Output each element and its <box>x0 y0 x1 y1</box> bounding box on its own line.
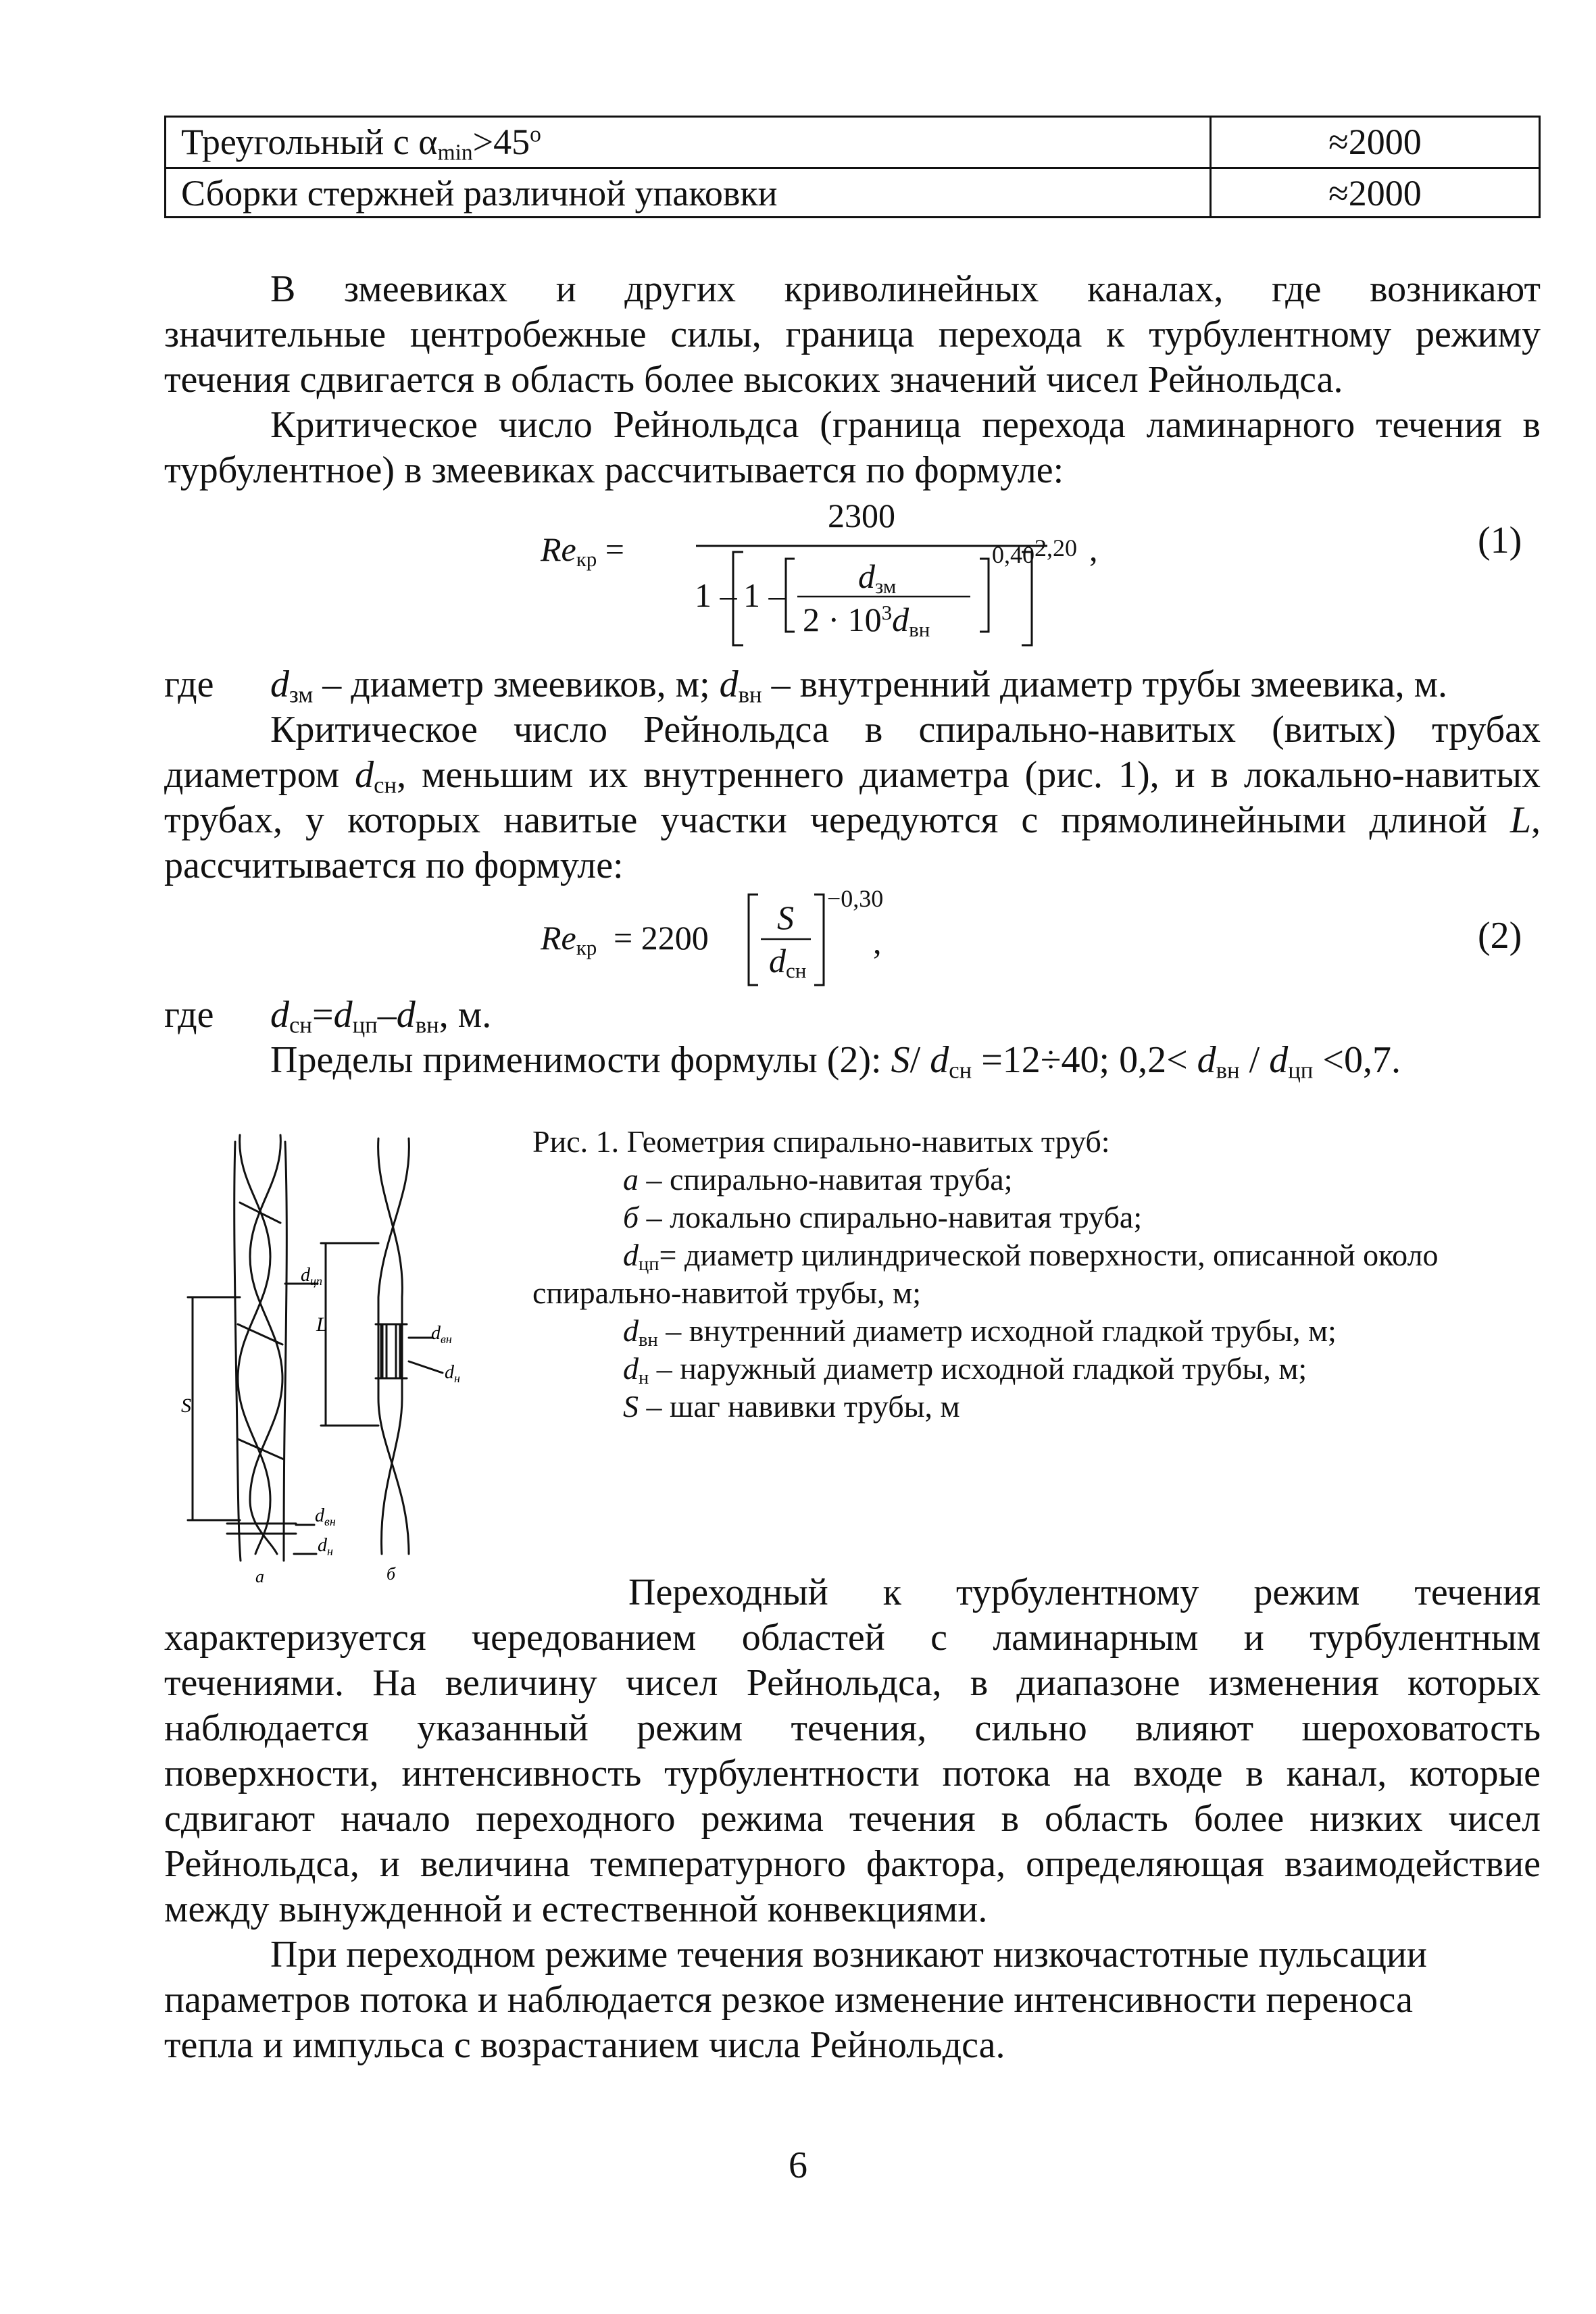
paragraph-line: Критическое число Рейнольдса в спирально-навитых (витых) трубах <box>270 709 1541 751</box>
figure-caption-title: Рис. 1. Геометрия спирально-навитых труб: <box>532 1124 1110 1159</box>
paragraph-line: диаметром $d_{сн}$, меньшим их внутреннего диаметра (рис. 1), и в локально-навитых <box>164 754 1541 799</box>
paragraph-line: течения сдвигается в область более высоких значений чисел Рейнольдса. <box>164 359 1343 401</box>
formula-numerator: 2300 <box>828 497 895 534</box>
spiral-tube-figure <box>176 1122 534 1588</box>
label-dn-b: $d_н$ <box>445 1362 460 1385</box>
where-definition: $d_{сн}=d_{цп}-d_{вн}$, м. <box>270 994 492 1038</box>
paragraph-line: течениями. На величину чисел Рейнольдса, в диапазоне изменения которых <box>164 1662 1541 1704</box>
figure-caption-item: $d_н$ – наружный диаметр исходной гладкой трубы, м; <box>623 1351 1307 1389</box>
paragraph-line: значительные центробежные силы, граница перехода к турбулентному режиму <box>164 313 1541 355</box>
table-row <box>166 118 1539 169</box>
figure-caption-item: а – спирально-навитая труба; <box>623 1162 1013 1197</box>
figure-caption-item: S – шаг навивки трубы, м <box>623 1389 960 1424</box>
paragraph-line: между вынужденной и естественной конвекциями. <box>164 1888 988 1930</box>
label-b: б <box>386 1564 396 1584</box>
label-dcp: $d_{цп}$ <box>301 1265 322 1288</box>
paragraph-line: сдвигают начало переходного режима течения в область более низких чисел <box>164 1798 1541 1840</box>
label-a: а <box>255 1567 264 1586</box>
where-definition: $d_{зм}$ – диаметр змеевиков, м; $d_{вн}$ – внутренний диаметр трубы змеевика, м. <box>270 663 1448 708</box>
table <box>164 116 1541 218</box>
label-dn-a: $d_н$ <box>318 1535 333 1558</box>
formula-lhs: $Re_{кр}$ <box>541 919 597 959</box>
applicability-limits: Пределы применимости формулы (2): S/ $d_{сн} =12\div 40$; $0,2< d_{вн} / d_{цп} <0,7$. <box>270 1039 1401 1084</box>
paragraph-line: параметров потока и наблюдается резкое изменение интенсивности переноса <box>164 1979 1413 2021</box>
formula-numerator: S <box>777 899 794 936</box>
formula-comma: , <box>873 923 882 961</box>
paragraph-line: В змеевиках и других криволинейных каналах, где возникают <box>270 268 1541 310</box>
formula-inner-denominator: $2 \cdot 10^3d_{вн}$ <box>803 600 930 641</box>
figure-caption-item: б – локально спирально-навитая труба; <box>623 1200 1143 1234</box>
table-row <box>166 169 1539 218</box>
paragraph-line: тепла и импульса с возрастанием числа Рейнольдса. <box>164 2024 1005 2066</box>
formula-comma: , <box>1089 530 1098 568</box>
formula-1 <box>541 497 1216 659</box>
formula-one-outer: 1 – <box>695 576 737 614</box>
formula-exp-outer: 2,20 <box>1034 534 1077 561</box>
formula-one-inner: 1 – <box>743 576 786 614</box>
table-cell-name: Треугольный с $\alpha_{min}>45^o$ <box>181 122 541 166</box>
formula-exp-inner: 0,40 <box>992 541 1034 568</box>
label-S: S <box>181 1394 191 1417</box>
figure-caption-item: $d_{вн}$ – внутренний диаметр исходной гладкой трубы, м; <box>623 1313 1337 1351</box>
paragraph-line: рассчитывается по формуле: <box>164 845 624 886</box>
where-label: где <box>164 994 214 1036</box>
formula-inner-numerator: $d_{зм}$ <box>858 557 897 598</box>
formula-number: (2) <box>1478 915 1522 957</box>
label-dvn-b: $d_{вн}$ <box>431 1323 452 1346</box>
formula-denominator: $d_{сн}$ <box>769 942 807 982</box>
table-cell-value: ≈2000 <box>1328 122 1422 162</box>
paragraph-line: поверхности, интенсивность турбулентности потока на входе в канал, которые <box>164 1753 1541 1794</box>
table-cell-name: Сборки стержней различной упаковки <box>181 173 778 213</box>
paragraph-line: При переходном режиме течения возникают низкочастотные пульсации <box>270 1934 1427 1976</box>
paragraph-line: турбулентное) в змеевиках рассчитывается по формуле: <box>164 449 1064 491</box>
paragraph-line: Критическое число Рейнольдса (граница перехода ламинарного течения в <box>270 404 1541 446</box>
paragraph-line: трубах, у которых навитые участки чередуются с прямолинейными длиной L, <box>164 799 1541 841</box>
paragraph-line: Рейнольдса, и величина температурного фактора, определяющая взаимодействие <box>164 1843 1541 1885</box>
paragraph-line: характеризуется чередованием областей с ламинарным и турбулентным <box>164 1617 1541 1659</box>
figure-caption-item: спирально-навитой трубы, м; <box>532 1276 921 1310</box>
label-L: L <box>316 1313 328 1336</box>
formula-number: (1) <box>1478 520 1522 561</box>
page-number: 6 <box>789 2144 807 2186</box>
figure-caption-item: $d_{цп}=$ диаметр цилиндрической поверхности, описанной около <box>623 1238 1439 1276</box>
paragraph-line: наблюдается указанный режим течения, сильно влияют шероховатость <box>164 1707 1541 1749</box>
formula-exponent: −0,30 <box>827 885 884 912</box>
formula-coefficient: = 2200 <box>614 919 709 957</box>
formula-lhs: $Re_{кр}$ = <box>541 530 624 571</box>
formula-2 <box>541 885 1014 993</box>
where-label: где <box>164 663 214 705</box>
label-dvn-a: $d_{вн}$ <box>315 1505 336 1528</box>
paragraph-line: Переходный к турбулентному режим течения <box>628 1571 1541 1613</box>
table-cell-value: ≈2000 <box>1328 173 1422 213</box>
